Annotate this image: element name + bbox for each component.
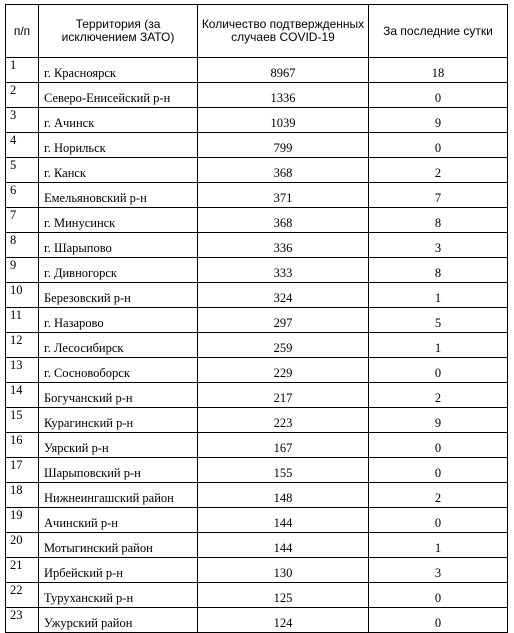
table-row xyxy=(6,383,508,408)
table-row xyxy=(6,433,508,458)
table-row xyxy=(6,308,508,333)
confirmed-cases-cell: 1039 xyxy=(198,108,369,133)
row-number-cell: 7 xyxy=(6,208,39,233)
last-day-cases-cell: 18 xyxy=(369,58,508,83)
row-number-cell: 18 xyxy=(6,483,39,508)
row-number-cell: 11 xyxy=(6,308,39,333)
row-number-cell: 15 xyxy=(6,408,39,433)
territory-cell: Березовский р-н xyxy=(39,283,198,308)
row-number-cell: 14 xyxy=(6,383,39,408)
row-number-cell: 6 xyxy=(6,183,39,208)
row-number-cell: 17 xyxy=(6,458,39,483)
header-row xyxy=(6,5,508,58)
last-day-cases-cell: 0 xyxy=(369,458,508,483)
row-number-cell: 10 xyxy=(6,283,39,308)
table-row xyxy=(6,83,508,108)
table-row xyxy=(6,483,508,508)
confirmed-cases-cell: 799 xyxy=(198,133,369,158)
row-number-cell: 20 xyxy=(6,533,39,558)
confirmed-cases-cell: 167 xyxy=(198,433,369,458)
confirmed-cases-cell: 130 xyxy=(198,558,369,583)
last-day-cases-cell: 0 xyxy=(369,83,508,108)
row-number-cell: 16 xyxy=(6,433,39,458)
confirmed-cases-cell: 229 xyxy=(198,358,369,383)
territory-cell: Мотыгинский район xyxy=(39,533,198,558)
table-row xyxy=(6,583,508,608)
last-day-cases-cell: 2 xyxy=(369,383,508,408)
table-row xyxy=(6,233,508,258)
header-num: п/п xyxy=(6,5,39,58)
row-number-cell: 21 xyxy=(6,558,39,583)
row-number-cell: 9 xyxy=(6,258,39,283)
last-day-cases-cell: 8 xyxy=(369,208,508,233)
territory-cell: Курагинский р-н xyxy=(39,408,198,433)
row-number-cell: 8 xyxy=(6,233,39,258)
last-day-cases-cell: 0 xyxy=(369,608,508,633)
header-territory: Территория (за исключением ЗАТО) xyxy=(39,5,198,58)
confirmed-cases-cell: 8967 xyxy=(198,58,369,83)
territory-cell: Ирбейский р-н xyxy=(39,558,198,583)
territory-cell: г. Сосновоборск xyxy=(39,358,198,383)
table-row xyxy=(6,58,508,83)
territory-cell: Шарыповский р-н xyxy=(39,458,198,483)
confirmed-cases-cell: 223 xyxy=(198,408,369,433)
confirmed-cases-cell: 371 xyxy=(198,183,369,208)
last-day-cases-cell: 0 xyxy=(369,358,508,383)
confirmed-cases-cell: 217 xyxy=(198,383,369,408)
territory-cell: Туруханский р-н xyxy=(39,583,198,608)
row-number-cell: 23 xyxy=(6,608,39,633)
table-row xyxy=(6,183,508,208)
last-day-cases-cell: 0 xyxy=(369,508,508,533)
confirmed-cases-cell: 155 xyxy=(198,458,369,483)
territory-cell: Емельяновский р-н xyxy=(39,183,198,208)
territory-cell: г. Канск xyxy=(39,158,198,183)
table-row xyxy=(6,158,508,183)
table-row xyxy=(6,558,508,583)
row-number-cell: 4 xyxy=(6,133,39,158)
confirmed-cases-cell: 144 xyxy=(198,533,369,558)
table-row xyxy=(6,333,508,358)
last-day-cases-cell: 8 xyxy=(369,258,508,283)
table-row xyxy=(6,108,508,133)
confirmed-cases-cell: 125 xyxy=(198,583,369,608)
confirmed-cases-cell: 124 xyxy=(198,608,369,633)
last-day-cases-cell: 9 xyxy=(369,408,508,433)
confirmed-cases-cell: 368 xyxy=(198,158,369,183)
territory-cell: г. Шарыпово xyxy=(39,233,198,258)
last-day-cases-cell: 3 xyxy=(369,233,508,258)
territory-cell: г. Минусинск xyxy=(39,208,198,233)
table-row xyxy=(6,283,508,308)
territory-cell: Северо-Енисейский р-н xyxy=(39,83,198,108)
territory-cell: г. Лесосибирск xyxy=(39,333,198,358)
last-day-cases-cell: 3 xyxy=(369,558,508,583)
table-row xyxy=(6,533,508,558)
territory-cell: г. Ачинск xyxy=(39,108,198,133)
territory-cell: Уярский р-н xyxy=(39,433,198,458)
row-number-cell: 5 xyxy=(6,158,39,183)
confirmed-cases-cell: 297 xyxy=(198,308,369,333)
last-day-cases-cell: 2 xyxy=(369,483,508,508)
confirmed-cases-cell: 368 xyxy=(198,208,369,233)
row-number-cell: 13 xyxy=(6,358,39,383)
confirmed-cases-cell: 148 xyxy=(198,483,369,508)
row-number-cell: 22 xyxy=(6,583,39,608)
table-body xyxy=(6,58,508,633)
territory-cell: Богучанский р-н xyxy=(39,383,198,408)
last-day-cases-cell: 7 xyxy=(369,183,508,208)
confirmed-cases-cell: 324 xyxy=(198,283,369,308)
confirmed-cases-cell: 1336 xyxy=(198,83,369,108)
territory-cell: Ачинский р-н xyxy=(39,508,198,533)
confirmed-cases-cell: 336 xyxy=(198,233,369,258)
territory-cell: Нижнеингашский район xyxy=(39,483,198,508)
table-row xyxy=(6,133,508,158)
row-number-cell: 3 xyxy=(6,108,39,133)
table-header xyxy=(6,5,508,58)
table-row xyxy=(6,508,508,533)
last-day-cases-cell: 1 xyxy=(369,533,508,558)
territory-cell: г. Дивногорск xyxy=(39,258,198,283)
row-number-cell: 2 xyxy=(6,83,39,108)
table-row xyxy=(6,258,508,283)
last-day-cases-cell: 0 xyxy=(369,583,508,608)
table-row xyxy=(6,208,508,233)
row-number-cell: 12 xyxy=(6,333,39,358)
header-confirmed: Количество подтвержденных случаев COVID-19 xyxy=(198,5,369,58)
covid-cases-table xyxy=(5,4,508,633)
last-day-cases-cell: 9 xyxy=(369,108,508,133)
last-day-cases-cell: 1 xyxy=(369,283,508,308)
table-row xyxy=(6,458,508,483)
last-day-cases-cell: 5 xyxy=(369,308,508,333)
territory-cell: г. Красноярск xyxy=(39,58,198,83)
last-day-cases-cell: 0 xyxy=(369,433,508,458)
table-row xyxy=(6,608,508,633)
table-row xyxy=(6,408,508,433)
header-last-day: За последние сутки xyxy=(369,5,508,58)
territory-cell: г. Норильск xyxy=(39,133,198,158)
territory-cell: Ужурский район xyxy=(39,608,198,633)
territory-cell: г. Назарово xyxy=(39,308,198,333)
table-row xyxy=(6,358,508,383)
row-number-cell: 19 xyxy=(6,508,39,533)
last-day-cases-cell: 1 xyxy=(369,333,508,358)
confirmed-cases-cell: 333 xyxy=(198,258,369,283)
last-day-cases-cell: 0 xyxy=(369,133,508,158)
confirmed-cases-cell: 259 xyxy=(198,333,369,358)
row-number-cell: 1 xyxy=(6,58,39,83)
last-day-cases-cell: 2 xyxy=(369,158,508,183)
confirmed-cases-cell: 144 xyxy=(198,508,369,533)
